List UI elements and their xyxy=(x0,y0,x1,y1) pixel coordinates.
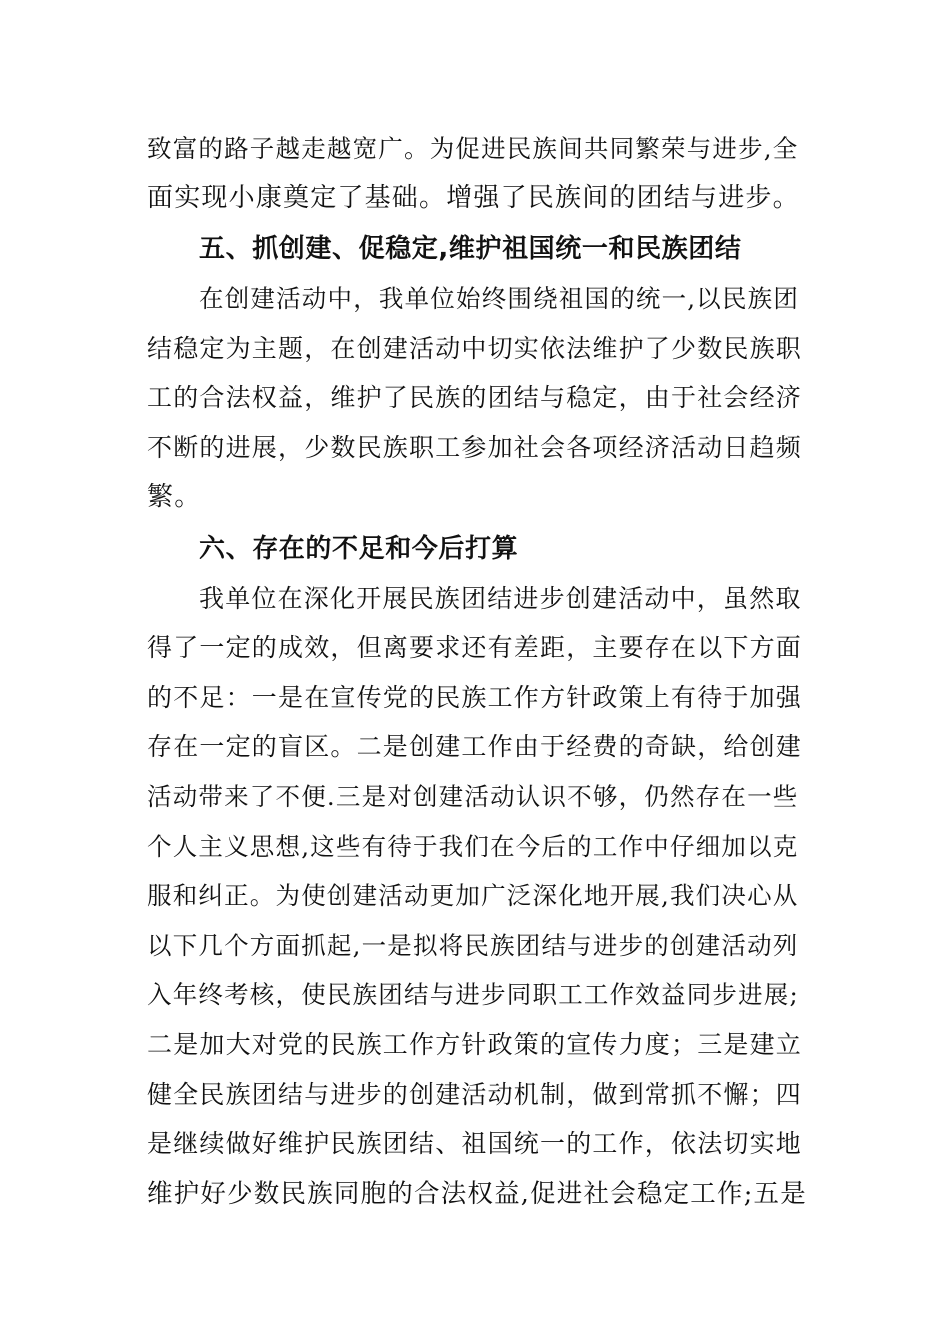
body-text-line: 繁。 xyxy=(147,482,202,512)
body-text-line: 以下几个方面抓起,一是拟将民族团结与进步的创建活动列 xyxy=(147,931,799,960)
section-heading-6: 六、存在的不足和今后打算 xyxy=(199,534,519,564)
body-text-line: 维护好少数民族同胞的合法权益,促进社会稳定工作;五是 xyxy=(147,1179,807,1209)
body-text-line: 服和纠正。为使创建活动更加广泛深化地开展,我们决心从 xyxy=(147,881,799,910)
body-text-line: 的不足：一是在宣传党的民族工作方针政策上有待于加强 xyxy=(147,683,803,712)
body-text-line: 活动带来了不便.三是对创建活动认识不够，仍然存在一些 xyxy=(147,782,799,811)
body-text-line: 是继续做好维护民族团结、祖国统一的工作，依法切实地 xyxy=(147,1129,803,1158)
body-text-line: 在创建活动中，我单位始终围绕祖国的统一,以民族团 xyxy=(199,284,800,313)
body-text-line: 不断的进展，少数民族职工参加社会各项经济活动日趋频 xyxy=(147,433,803,462)
section-heading-5: 五、抓创建、促稳定,维护祖国统一和民族团结 xyxy=(199,234,742,264)
body-text-line: 个人主义思想,这些有待于我们在今后的工作中仔细加以克 xyxy=(147,832,799,861)
body-text-line: 结稳定为主题，在创建活动中切实依法维护了少数民族职 xyxy=(147,334,803,363)
body-text-line: 我单位在深化开展民族团结进步创建活动中，虽然取 xyxy=(199,584,802,613)
body-text-line: 二是加大对党的民族工作方针政策的宣传力度；三是建立 xyxy=(147,1030,803,1059)
body-text-line: 面实现小康奠定了基础。增强了民族间的团结与进步。 xyxy=(147,183,800,213)
body-text-line: 入年终考核，使民族团结与进步同职工工作效益同步进展; xyxy=(147,980,799,1009)
body-text-line: 健全民族团结与进步的创建活动机制，做到常抓不懈；四 xyxy=(147,1080,803,1109)
body-text-line: 得了一定的成效，但离要求还有差距，主要存在以下方面 xyxy=(147,633,803,662)
body-text-line: 致富的路子越走越宽广。为促进民族间共同繁荣与进步,全 xyxy=(147,134,799,163)
body-text-line: 工的合法权益，维护了民族的团结与稳定，由于社会经济 xyxy=(147,383,803,412)
body-text-line: 存在一定的盲区。二是创建工作由于经费的奇缺，给创建 xyxy=(147,732,803,761)
